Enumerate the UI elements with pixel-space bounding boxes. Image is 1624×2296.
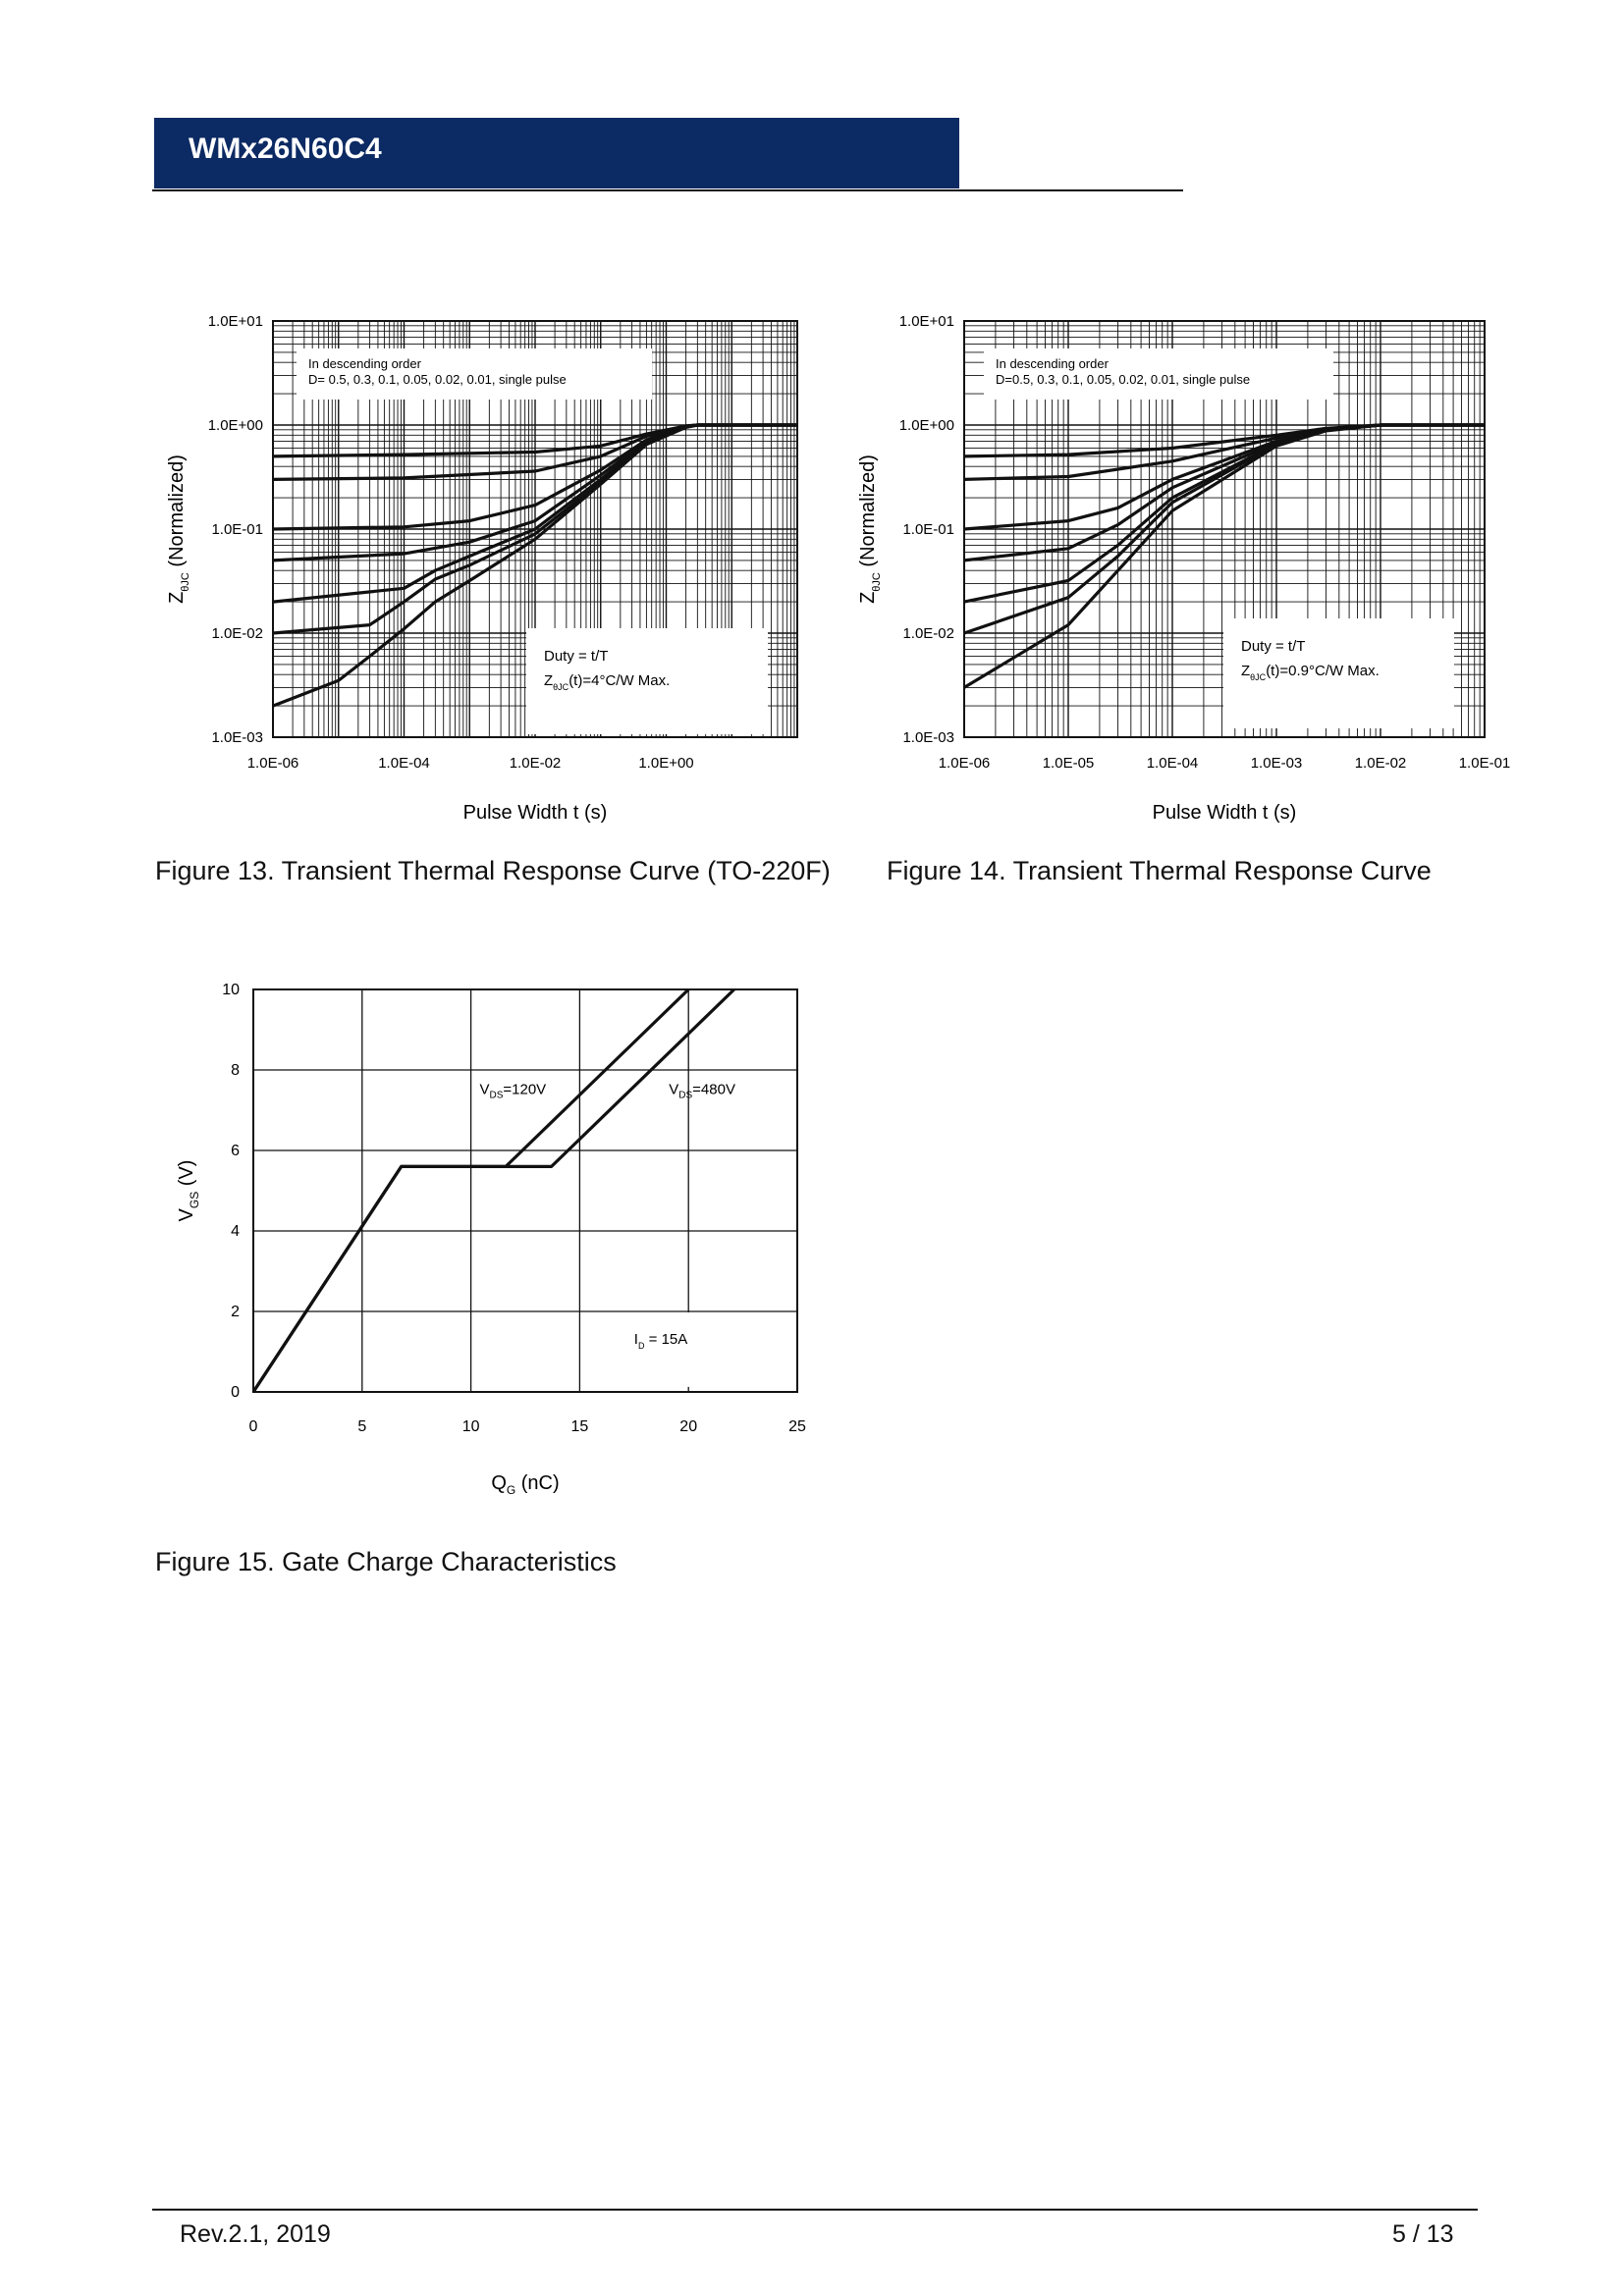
x-axis-rest: (nC) [515,1472,560,1494]
series-line-4 [964,425,1485,602]
y-tick-label: 1.0E-03 [902,729,954,746]
x-tick-label: 0 [248,1418,258,1435]
y-tick-label: 1.0E+01 [207,313,263,330]
x-axis-sub: G [506,1483,516,1497]
series-label-vds-120 [479,1082,546,1101]
note-rest: (t)=0.9°C/W Max. [1266,663,1380,679]
x-tick-label: 20 [679,1418,698,1435]
note-z: Z [544,672,554,689]
y-axis-label [176,1160,201,1222]
figure-13-caption: Figure 13. Transient Thermal Response Curve (TO-220F) [155,856,831,885]
s1-v: V [479,1081,490,1098]
y-tick-label: 1.0E-03 [211,729,263,746]
figure-15-chart [147,962,835,1512]
legend-line-1: In descending order [308,356,421,371]
y-axis-sub: θJC [180,572,191,592]
x-tick-label: 5 [357,1418,367,1435]
y-tick-label: 1.0E-01 [902,521,954,538]
y-tick-label: 6 [231,1143,240,1159]
x-tick-label: 1.0E-01 [1458,755,1511,772]
y-axis-rest: (Normalized) [166,454,188,573]
x-axis-label [491,1472,559,1497]
x-tick-label: 1.0E+00 [638,755,694,772]
x-tick-label: 25 [788,1418,806,1435]
note-duty: Duty = t/T [1241,638,1306,655]
legend-line-1: In descending order [996,356,1109,371]
note-z: Z [1241,663,1251,679]
y-axis-rest: (V) [176,1159,197,1192]
x-tick-label: 10 [461,1418,480,1435]
y-axis-sub: θJC [871,572,883,592]
figure-15-caption: Figure 15. Gate Charge Characteristics [155,1547,617,1576]
figure-13-chart [147,294,835,844]
footer-revision: Rev.2.1, 2019 [180,2220,331,2248]
header-rule [152,189,1183,191]
y-tick-label: 1.0E+00 [207,417,263,434]
s1-sub: DS [489,1090,504,1101]
y-tick-label: 1.0E+01 [898,313,954,330]
x-tick-label: 1.0E-04 [1146,755,1199,772]
s2-sub: DS [678,1090,693,1101]
y-axis-z: Z [857,591,879,604]
y-axis-z: Z [166,591,188,604]
y-tick-label: 1.0E+00 [898,417,954,434]
y-axis-rest: (Normalized) [857,454,879,573]
note-rest: = 15A [644,1330,688,1348]
legend-line-2: D=0.5, 0.3, 0.1, 0.05, 0.02, 0.01, single pulse [996,372,1251,387]
x-tick-label: 15 [570,1418,589,1435]
note-i: I [633,1330,638,1348]
note-sub: θJC [553,682,569,692]
x-axis-q: Q [491,1472,507,1494]
note-sub: θJC [1250,672,1267,682]
x-axis-label: Pulse Width t (s) [1152,802,1297,824]
y-tick-label: 4 [231,1223,240,1240]
y-axis-v: V [176,1208,197,1222]
x-tick-label: 1.0E-04 [378,755,430,772]
x-tick-label: 1.0E-05 [1042,755,1095,772]
x-tick-label: 1.0E-02 [509,755,562,772]
x-tick-label: 1.0E-06 [246,755,299,772]
series-label-vds-480 [669,1082,735,1101]
y-tick-label: 10 [222,982,240,998]
y-tick-label: 1.0E-01 [211,521,263,538]
s1-rest: =120V [503,1081,547,1098]
series-line-3 [964,425,1485,561]
note-rest: (t)=4°C/W Max. [568,672,671,689]
x-tick-label: 1.0E-02 [1354,755,1407,772]
y-tick-label: 8 [231,1062,240,1079]
y-axis-label [166,454,191,604]
footer-rule [152,2209,1478,2211]
y-tick-label: 1.0E-02 [902,625,954,642]
document-title: WMx26N60C4 [189,133,382,165]
y-tick-label: 1.0E-02 [211,625,263,642]
figure-14-chart [839,294,1527,844]
note-sub: D [637,1340,645,1351]
footer-page-number: 5 / 13 [1392,2220,1454,2248]
x-axis-label: Pulse Width t (s) [462,802,608,824]
note-duty: Duty = t/T [544,648,609,665]
legend-line-2: D= 0.5, 0.3, 0.1, 0.05, 0.02, 0.01, single pulse [308,372,567,387]
y-tick-label: 2 [231,1304,240,1320]
y-tick-label: 0 [231,1384,240,1401]
figure-14-caption: Figure 14. Transient Thermal Response Curve [887,856,1432,885]
x-tick-label: 1.0E-03 [1250,755,1303,772]
y-axis-sub: GS [188,1191,201,1209]
s2-v: V [669,1081,679,1098]
y-axis-label [857,454,883,604]
x-tick-label: 1.0E-06 [938,755,991,772]
s2-rest: =480V [692,1081,735,1098]
